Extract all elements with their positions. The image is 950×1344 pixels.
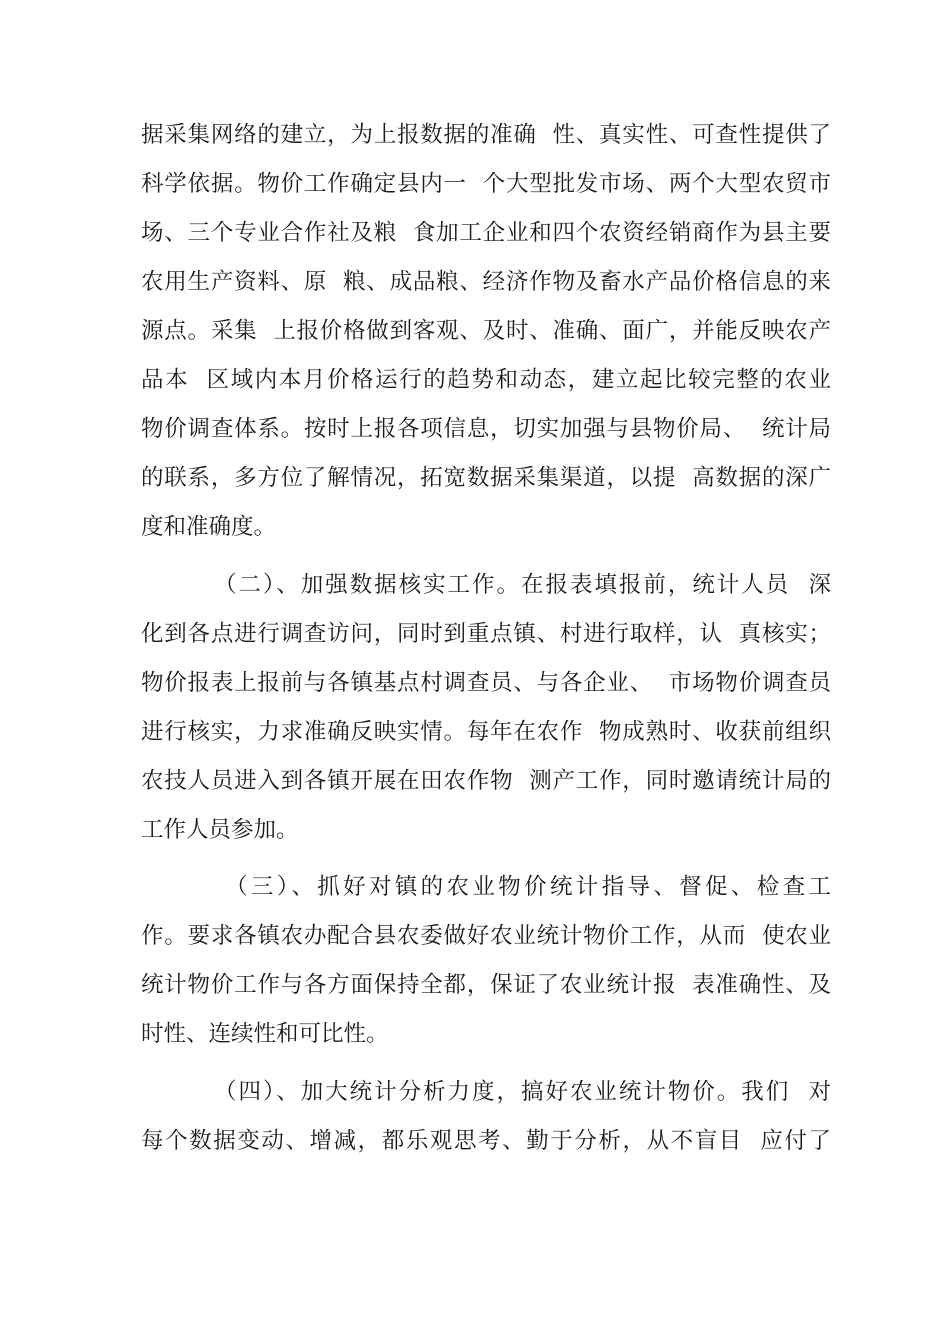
- text-line: 时性、连续性和可比性。: [141, 1021, 389, 1047]
- text-line: 的联系，多方位了解情况，拓宽数据采集渠道，以提 高数据的深广: [141, 465, 831, 491]
- text-line: 化到各点进行调查访问，同时到重点镇、村进行取样，认 真核实；: [141, 621, 831, 647]
- text-line: 据采集网络的建立，为上报数据的准确 性、真实性、可查性提供了: [141, 122, 831, 148]
- text-line: 进行核实，力求准确反映实情。每年在农作 物成熟时、收获前组织: [141, 719, 831, 745]
- text-line: 品本 区域内本月价格运行的趋势和动态，建立起比较完整的农业: [141, 367, 831, 393]
- text-line: 科学依据。物价工作确定县内一 个大型批发市场、两个大型农贸市: [141, 171, 831, 197]
- section-heading-line: （四）、加大统计分析力度，搞好农业统计物价。我们 对: [141, 1079, 831, 1105]
- text-line: 场、三个专业合作社及粮 食加工企业和四个农资经销商作为县主要: [141, 220, 831, 246]
- text-line: 度和准确度。: [141, 514, 277, 540]
- text-line: 农技人员进入到各镇开展在田农作物 测产工作，同时邀请统计局的: [141, 768, 831, 794]
- text-line: 物价报表上报前与各镇基点村调查员、与各企业、 市场物价调查员: [141, 670, 831, 696]
- text-line: 物价调查体系。按时上报各项信息，切实加强与县物价局、 统计局: [141, 416, 831, 442]
- text-line: 每个数据变动、增减，都乐观思考、勤于分析，从不盲目 应付了: [141, 1128, 831, 1154]
- text-line: 农用生产资料、原 粮、成品粮、经济作物及畜水产品价格信息的来: [141, 269, 831, 295]
- text-line: 作。要求各镇农办配合县农委做好农业统计物价工作，从而 使农业: [141, 923, 831, 949]
- text-line: 源点。采集 上报价格做到客观、及时、准确、面广，并能反映农产: [141, 318, 831, 344]
- text-line: 工作人员参加。: [141, 817, 299, 843]
- section-heading-line: （三）、抓好对镇的农业物价统计指导、督促、检查工: [141, 874, 831, 900]
- text-line: 统计物价工作与各方面保持全都，保证了农业统计报 表准确性、及: [141, 972, 831, 998]
- section-heading-line: （二）、加强数据核实工作。在报表填报前，统计人员 深: [141, 572, 831, 598]
